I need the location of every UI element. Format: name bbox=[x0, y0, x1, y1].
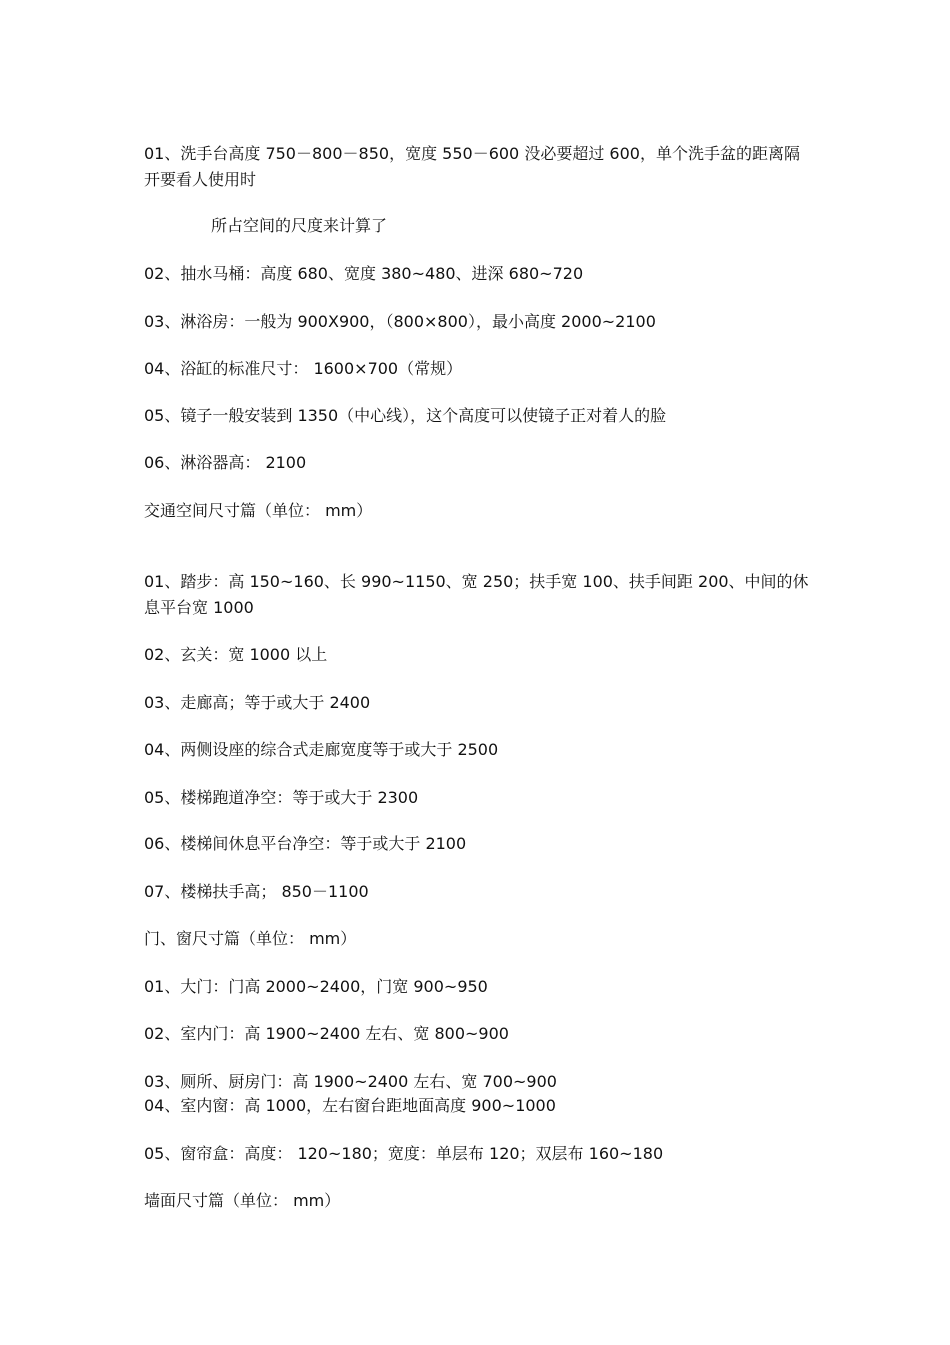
wall-section-heading: 墙面尺寸篇（单位： mm） bbox=[144, 1191, 341, 1210]
doors-item-02: 02、室内门：高 1900~2400 左右、宽 800~900 bbox=[144, 1024, 509, 1043]
traffic-item-02: 02、玄关：宽 1000 以上 bbox=[144, 645, 328, 664]
bathroom-item-05: 05、镜子一般安装到 1350（中心线），这个高度可以使镜子正对着人的脸 bbox=[144, 406, 667, 425]
bathroom-item-03: 03、淋浴房：一般为 900X900，（800×800），最小高度 2000~2100 bbox=[144, 312, 656, 331]
bathroom-item-01-continued: 所占空间的尺度来计算了 bbox=[211, 216, 388, 235]
traffic-section-heading: 交通空间尺寸篇（单位： mm） bbox=[144, 501, 373, 520]
bathroom-item-04: 04、浴缸的标准尺寸： 1600×700（常规） bbox=[144, 359, 463, 378]
traffic-item-07: 07、楼梯扶手高； 850－1100 bbox=[144, 882, 369, 901]
doors-item-01: 01、大门：门高 2000~2400，门宽 900~950 bbox=[144, 977, 488, 996]
doors-item-03: 03、厕所、厨房门：高 1900~2400 左右、宽 700~900 bbox=[144, 1072, 557, 1091]
traffic-item-05: 05、楼梯跑道净空：等于或大于 2300 bbox=[144, 788, 419, 807]
doors-item-05: 05、窗帘盒：高度： 120~180；宽度：单层布 120；双层布 160~180 bbox=[144, 1144, 664, 1163]
bathroom-item-02: 02、抽水马桶：高度 680、宽度 380~480、进深 680~720 bbox=[144, 264, 584, 283]
bathroom-item-06: 06、淋浴器高： 2100 bbox=[144, 453, 307, 472]
bathroom-item-01: 01、洗手台高度 750－800－850，宽度 550－600 没必要超过 600，单个洗手盆的距离隔开要看人使用时 bbox=[144, 144, 800, 189]
traffic-item-04: 04、两侧设座的综合式走廊宽度等于或大于 2500 bbox=[144, 740, 499, 759]
traffic-item-06: 06、楼梯间休息平台净空：等于或大于 2100 bbox=[144, 834, 467, 853]
traffic-item-01: 01、踏步：高 150~160、长 990~1150、宽 250；扶手宽 100、扶手间距 200、中间的休息平台宽 1000 bbox=[144, 572, 809, 617]
doors-section-heading: 门、窗尺寸篇（单位： mm） bbox=[144, 929, 357, 948]
doors-item-04: 04、室内窗：高 1000，左右窗台距地面高度 900~1000 bbox=[144, 1096, 556, 1115]
traffic-item-03: 03、走廊高；等于或大于 2400 bbox=[144, 693, 371, 712]
